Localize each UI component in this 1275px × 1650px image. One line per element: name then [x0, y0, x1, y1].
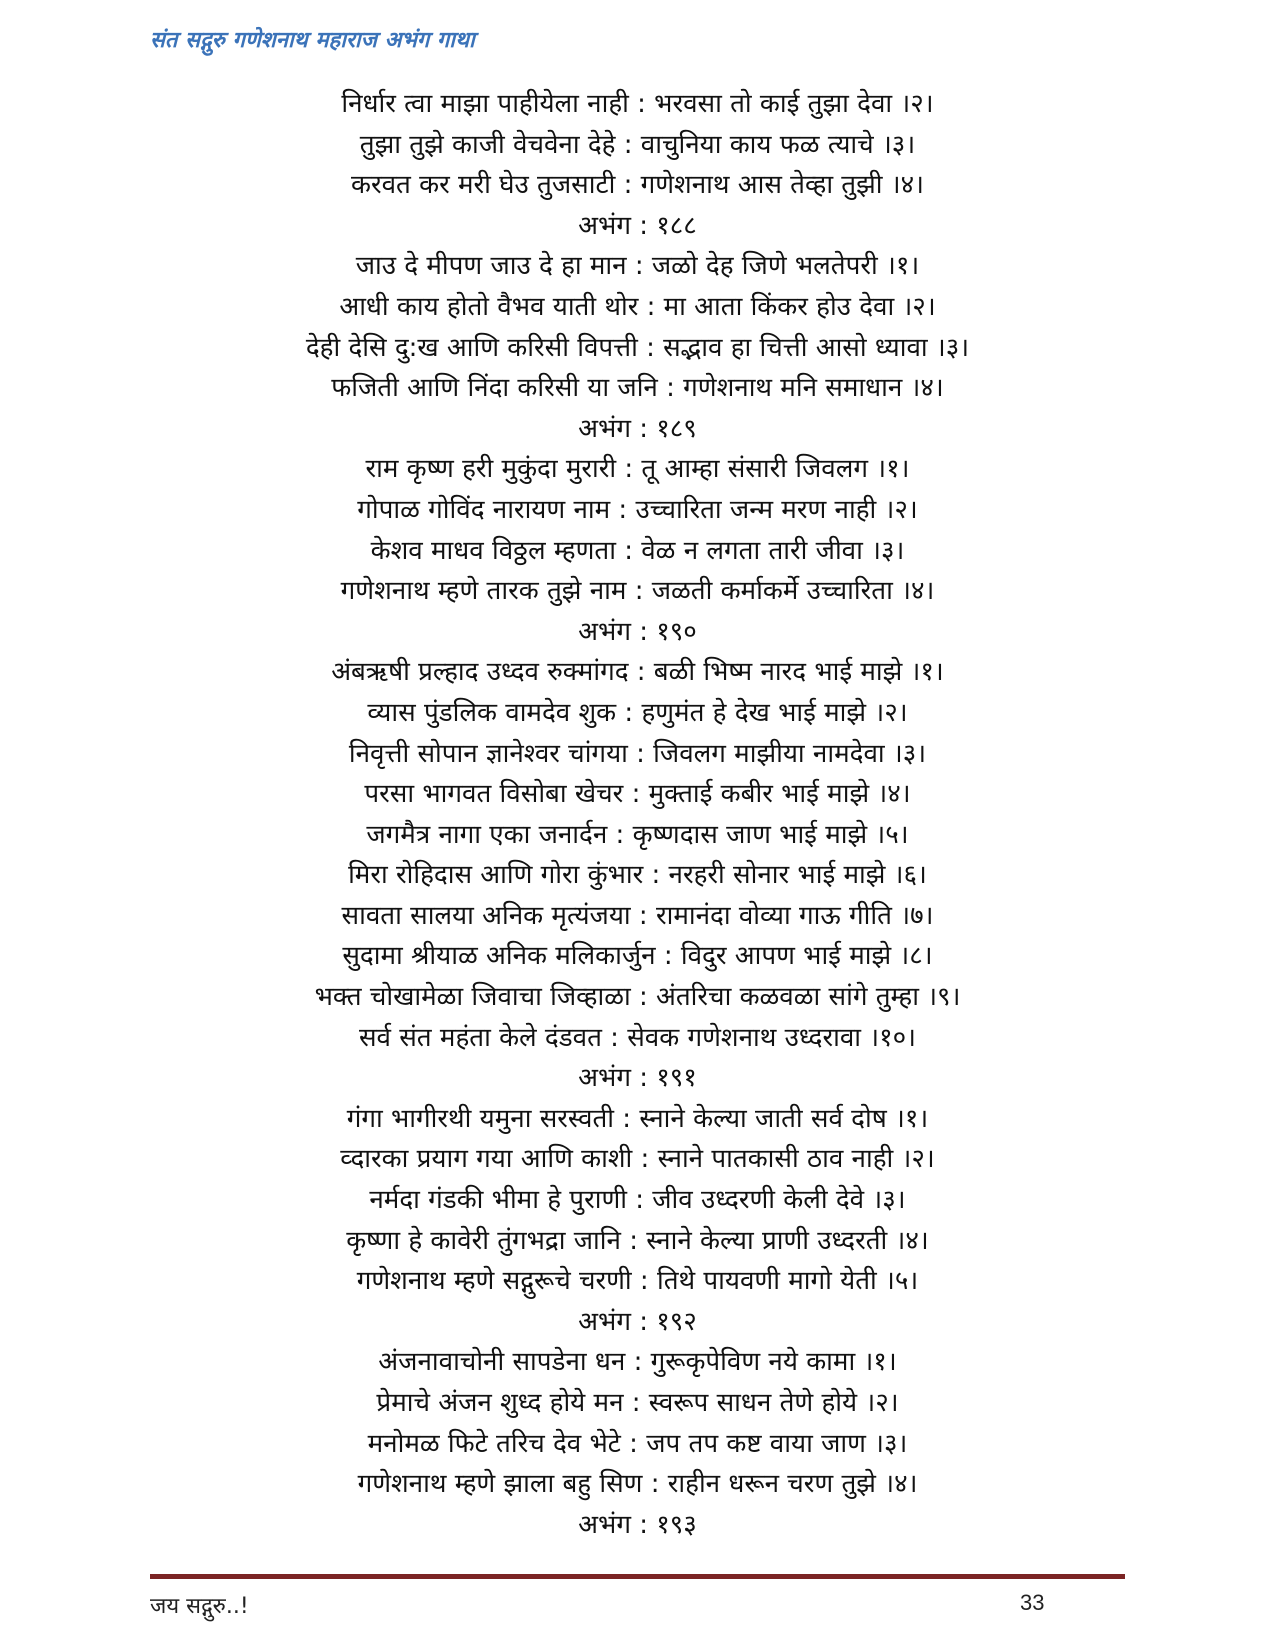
page-number: 33: [1020, 1590, 1045, 1615]
verse-line: अंबऋषी प्रल्हाद उध्दव रुक्मांगद : बळी भिष्म नारद भाई माझे ।१।: [331, 657, 944, 688]
verse-line: कृष्णा हे कावेरी तुंगभद्रा जानि : स्नाने केल्या प्राणी उध्दरती ।४।: [346, 1225, 929, 1256]
abhang-text-body: [150, 84, 1125, 1545]
verse-line: केशव माधव विठ्ठल म्हणता : वेळ न लगता तारी जीवा ।३।: [370, 535, 905, 566]
verse-line: अंजनावाचोनी सापडेना धन : गुरूकृपेविण नये कामा ।१।: [378, 1347, 897, 1378]
abhang-heading: अभंग : १९०: [578, 616, 697, 647]
verse-line: फजिती आणि निंदा करिसी या जनि : गणेशनाथ मनि समाधान ।४।: [331, 373, 944, 404]
abhang-heading: अभंग : १९३: [578, 1509, 697, 1540]
verse-line: व्यास पुंडलिक वामदेव शुक : हणुमंत हे देख भाई माझे ।२।: [367, 697, 908, 728]
verse-line: निवृत्ती सोपान ज्ञानेश्वर चांगया : जिवलग माझीया नामदेवा ।३।: [348, 738, 927, 769]
abhang-heading: अभंग : १८९: [578, 413, 697, 444]
verse-line: सावता सालया अनिक मृत्यंजया : रामानंदा वोव्या गाऊ गीति ।७।: [341, 900, 934, 931]
verse-line: गंगा भागीरथी यमुना सरस्वती : स्नाने केल्या जाती सर्व दोष ।१।: [346, 1103, 929, 1134]
abhang-heading: अभंग : १८८: [578, 210, 697, 241]
verse-line: मिरा रोहिदास आणि गोरा कुंभार : नरहरी सोनार भाई माझे ।६।: [348, 860, 927, 891]
verse-line: भक्त चोखामेळा जिवाचा जिव्हाळा : अंतरिचा कळवळा सांगे तुम्हा ।९।: [314, 982, 961, 1013]
footer-text: जय सद्गुरु..!: [150, 1594, 249, 1619]
verse-line: सुदामा श्रीयाळ अनिक मलिकार्जुन : विदुर आपण भाई माझे ।८।: [342, 941, 933, 972]
footer-divider: [150, 1574, 1125, 1579]
abhang-heading: अभंग : १९१: [578, 1063, 697, 1094]
verse-line: मनोमळ फिटे तरिच देव भेटे : जप तप कष्ट वाया जाण ।३।: [367, 1428, 908, 1459]
verse-line: गोपाळ गोविंद नारायण नाम : उच्चारिता जन्म मरण नाही ।२।: [357, 494, 918, 525]
verse-line: राम कृष्ण हरी मुकुंदा मुरारी : तू आम्हा संसारी जिवलग ।१।: [365, 454, 910, 485]
page-header-title: संत सद्गुरु गणेशनाथ महाराज अभंग गाथा: [150, 28, 475, 53]
verse-line: गणेशनाथ म्हणे सद्गुरूचे चरणी : तिथे पायवणी मागो येती ।५।: [356, 1266, 919, 1297]
verse-line: नर्मदा गंडकी भीमा हे पुराणी : जीव उध्दरणी केली देवे ।३।: [369, 1185, 906, 1216]
verse-line: आधी काय होतो वैभव याती थोर : मा आता किंकर होउ देवा ।२।: [339, 291, 936, 322]
verse-line: तुझा तुझे काजी वेचवेना देहे : वाचुनिया काय फळ त्याचे ।३।: [359, 129, 916, 160]
verse-line: व्दारका प्रयाग गया आणि काशी : स्नाने पातकासी ठाव नाही ।२।: [340, 1144, 935, 1175]
verse-line: देही देसि दु:ख आणि करिसी विपत्ती : सद्भाव हा चित्ती आसो ध्यावा ।३।: [305, 332, 970, 363]
verse-line: सर्व संत महंता केले दंडवत : सेवक गणेशनाथ उध्दरावा ।१०।: [358, 1022, 917, 1053]
verse-line: परसा भागवत विसोबा खेचर : मुक्ताई कबीर भाई माझे ।४।: [364, 779, 911, 810]
verse-line: प्रेमाचे अंजन शुध्द होये मन : स्वरूप साधन तेणे होये ।२।: [376, 1388, 899, 1418]
verse-line: जगमैत्र नागा एका जनार्दन : कृष्णदास जाण भाई माझे ।५।: [366, 819, 909, 850]
verse-line: जाउ दे मीपण जाउ दे हा मान : जळो देह जिणे भलतेपरी ।१।: [355, 251, 920, 282]
verse-line: गणेशनाथ म्हणे तारक तुझे नाम : जळती कर्माकर्मे उच्चारिता ।४।: [340, 576, 935, 607]
verse-line: निर्धार त्वा माझा पाहीयेला नाही : भरवसा तो काई तुझा देवा ।२।: [341, 89, 934, 119]
verse-line: गणेशनाथ म्हणे झाला बहु सिण : राहीन धरून चरण तुझे ।४।: [357, 1469, 918, 1500]
verse-line: करवत कर मरी घेउ तुजसाटी : गणेशनाथ आस तेव्हा तुझी ।४।: [350, 170, 925, 201]
abhang-heading: अभंग : १९२: [578, 1306, 697, 1337]
